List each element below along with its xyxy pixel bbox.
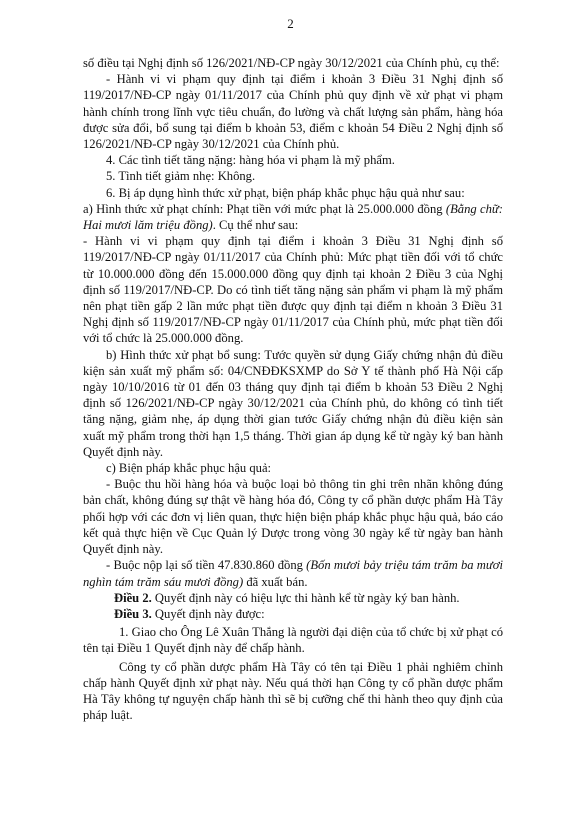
article-3-label: Điều 3. <box>114 606 152 621</box>
paragraph-delivery: 1. Giao cho Ông Lê Xuân Thắng là người đại diện của tổ chức bị xử phạt có tên tại Điều 1 Quyết định này để chấp hành. <box>83 625 503 656</box>
paragraph-aggravating-circumstances: 4. Các tình tiết tăng nặng: hàng hóa vi phạm là mỹ phẩm. <box>106 153 395 168</box>
main-sanction-suffix: . Cụ thể như sau: <box>212 218 299 233</box>
article-2-label: Điều 2. <box>114 590 152 605</box>
article-3-text: Quyết định này được: <box>151 606 265 621</box>
paragraph-violation-behavior: - Hành vi vi phạm quy định tại điểm i khoản 3 Điều 31 Nghị định số 119/2017/NĐ-CP ngày 01/11/2017 của Chính phủ quy định về xử phạt vi phạm hành chính trong lĩnh vực tiêu chuẩn, đo lường và chất lượng sản phẩm, hàng hóa được sửa đổi, bổ sung tại điểm b khoản 53, điểm c khoản 54 Điều 2 Nghị định số 126/2021/NĐ-CP ngày 30/12/2021 của Chính phủ. <box>83 72 503 152</box>
paragraph-additional-sanction: b) Hình thức xử phạt bổ sung: Tước quyền sử dụng Giấy chứng nhận đủ điều kiện sản xuất mỹ phẩm số: 04/CNĐĐKSXMP do Sở Y tế thành phố Hà Nội cấp ngày 10/10/2016 từ 01 đến 03 tháng quy định tại điểm b khoản 53 Điều 2 Nghị định số 126/2021/NĐ-CP ngày 30/12/2021 của Chính phủ, do không có tình tiết tăng nặng, giảm nhẹ, áp dụng thời gian tước Giấy chứng nhận đủ điều kiện sản xuất mỹ phẩm trong thời hạn 1,5 tháng. Thời gian áp dụng kể từ ngày ký ban hành Quyết định này. <box>83 347 503 459</box>
main-sanction-text: a) Hình thức xử phạt chính: Phạt tiền với mức phạt là 25.000.000 đồng <box>83 201 446 216</box>
paragraph-article-2 <box>83 590 503 606</box>
paragraph-remedial-heading: c) Biện pháp khắc phục hậu quả: <box>106 461 272 476</box>
paragraph-article-3 <box>83 606 503 622</box>
paragraph-fine-detail: - Hành vi vi phạm quy định tại điểm i khoản 3 Điều 31 Nghị định số 119/2017/NĐ-CP ngày 01/11/2017 của Chính phủ: Mức phạt tiền đối với tổ chức từ 10.000.000 đồng đến 15.000.000 đồng quy định tại khoản 2 Điều 3 của Nghị định số 119/2017/NĐ-CP. Do có tình tiết tăng nặng sản phẩm vi phạm là mỹ phẩm nên phạt tiền gấp 2 lần mức phạt tiền được quy định tại điểm n khoản 3 Điều 31 Nghị định số 119/2017/NĐ-CP ngày 01/11/2017 của Chính phủ, mức phạt tiền đối với tổ chức là 25.000.000 đồng. <box>83 234 503 346</box>
paragraph-main-sanction <box>83 201 503 233</box>
paragraph-compliance: Công ty cổ phần dược phẩm Hà Tây có tên tại Điều 1 phải nghiêm chỉnh chấp hành Quyết định xử phạt này. Nếu quá thời hạn Công ty cổ phần dược phẩm Hà Tây không tự nguyện chấp hành thì sẽ bị cưỡng chế thi hành theo quy định của pháp luật. <box>83 659 503 723</box>
return-money-amount-words: (Bốn mươi bảy triệu tám trăm ba mươi nghìn tám trăm sáu mươi đồng) <box>83 558 503 589</box>
paragraph-intro-continuation: số điều tại Nghị định số 126/2021/NĐ-CP ngày 30/12/2021 của Chính phủ, cụ thể: <box>83 56 500 70</box>
paragraph-recall-measure: - Buộc thu hồi hàng hóa và buộc loại bỏ thông tin ghi trên nhãn không đúng bản chất, không đúng sự thật về hàng hóa đó, Công ty cổ phần dược phẩm Hà Tây phối hợp với các đơn vị liên quan, thực hiện biện pháp khắc phục hậu quả, báo cáo kết quả thực hiện về Cục Quản lý Dược trong vòng 30 ngày kể từ ngày ban hành Quyết định này. <box>83 477 503 557</box>
return-money-text: - Buộc nộp lại số tiền 47.830.860 đồng <box>106 558 307 573</box>
article-2-text: Quyết định này có hiệu lực thi hành kể từ ngày ký ban hành. <box>151 590 460 605</box>
return-money-suffix: đã xuất bán. <box>243 574 308 589</box>
paragraph-mitigating-circumstances: 5. Tình tiết giảm nhẹ: Không. <box>106 169 256 184</box>
main-sanction-amount-words: (Bằng chữ: Hai mươi lăm triệu đồng) <box>83 201 503 233</box>
document-body <box>83 55 503 723</box>
page-number: 2 <box>287 16 294 31</box>
paragraph-sanctions-heading: 6. Bị áp dụng hình thức xử phạt, biện pháp khắc phục hậu quả như sau: <box>106 185 465 200</box>
paragraph-return-money <box>83 557 503 589</box>
